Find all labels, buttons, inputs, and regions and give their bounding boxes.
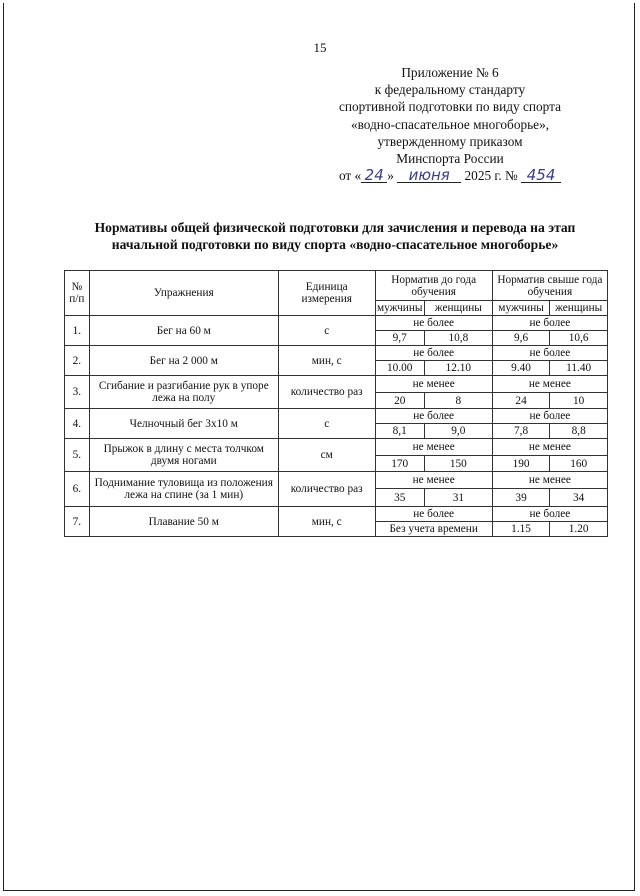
cell-num: 4. <box>65 409 90 439</box>
cell-men-first: 20 <box>375 393 424 409</box>
cell-women-over: 8,8 <box>550 424 608 439</box>
cell-exercise: Сгибание и разгибание рук в упоре лежа на полу <box>89 376 278 409</box>
date-quote-close: » <box>387 168 394 184</box>
cell-women-over: 160 <box>550 456 608 472</box>
cell-men-first: 8,1 <box>375 424 424 439</box>
cell-women-first: 10,8 <box>424 331 492 346</box>
cell-num: 3. <box>65 376 90 409</box>
cell-num: 6. <box>65 472 90 507</box>
header-women: женщины <box>424 301 492 316</box>
appendix-block <box>315 64 585 184</box>
table-row <box>65 439 608 456</box>
page-number: 15 <box>313 40 327 55</box>
cell-condition: не более <box>492 316 607 331</box>
cell-exercise: Бег на 60 м <box>89 316 278 346</box>
header-women: женщины <box>550 301 608 316</box>
cell-women-first: 8 <box>424 393 492 409</box>
cell-condition: не менее <box>492 439 607 456</box>
cell-num: 5. <box>65 439 90 472</box>
cell-unit: количество раз <box>278 472 375 507</box>
cell-women-over: 10 <box>550 393 608 409</box>
cell-women-over: 10,6 <box>550 331 608 346</box>
cell-condition: не более <box>375 409 492 424</box>
date-year: 2025 г. № <box>464 168 518 184</box>
cell-men-over: 24 <box>492 393 550 409</box>
cell-num: 7. <box>65 507 90 537</box>
header-exercise: Упражнения <box>89 271 278 316</box>
order-date-line <box>315 167 585 184</box>
cell-men-over: 1.15 <box>492 522 550 537</box>
cell-unit: количество раз <box>278 376 375 409</box>
cell-condition: не более <box>375 507 492 522</box>
cell-exercise: Челночный бег 3x10 м <box>89 409 278 439</box>
cell-num: 2. <box>65 346 90 376</box>
table-row-swim <box>65 507 608 522</box>
cell-men-first: 9,7 <box>375 331 424 346</box>
cell-men-over: 39 <box>492 489 550 507</box>
cell-unit: с <box>278 409 375 439</box>
cell-women-over: 34 <box>550 489 608 507</box>
cell-condition: не менее <box>492 376 607 393</box>
cell-men-first: 170 <box>375 456 424 472</box>
handwritten-day: 24 <box>361 168 387 183</box>
appendix-line: Минспорта России <box>396 151 504 167</box>
table-row <box>65 472 608 489</box>
cell-women-over: 1.20 <box>550 522 608 537</box>
appendix-line: спортивной подготовки по виду спорта <box>339 99 561 115</box>
appendix-line: утвержденному приказом <box>377 133 523 149</box>
cell-no-time: Без учета времени <box>375 522 492 537</box>
header-num: № п/п <box>65 271 90 316</box>
cell-unit: мин, с <box>278 346 375 376</box>
cell-condition: не менее <box>375 472 492 489</box>
cell-women-first: 9,0 <box>424 424 492 439</box>
cell-condition: не менее <box>492 472 607 489</box>
cell-unit: мин, с <box>278 507 375 537</box>
header-men: мужчины <box>492 301 550 316</box>
header-norm-over-year: Норматив свыше года обучения <box>492 271 607 301</box>
date-prefix: от « <box>338 168 362 184</box>
cell-num: 1. <box>65 316 90 346</box>
cell-condition: не более <box>492 409 607 424</box>
cell-condition: не более <box>492 507 607 522</box>
table-row <box>65 346 608 361</box>
cell-condition: не более <box>375 316 492 331</box>
cell-men-over: 190 <box>492 456 550 472</box>
cell-women-over: 11.40 <box>550 361 608 376</box>
header-unit: Единица измерения <box>278 271 375 316</box>
cell-condition: не менее <box>375 439 492 456</box>
handwritten-month: июня <box>397 168 461 183</box>
cell-unit: с <box>278 316 375 346</box>
table-row <box>65 409 608 424</box>
handwritten-order-number: 454 <box>521 168 561 183</box>
cell-condition: не более <box>492 346 607 361</box>
cell-condition: не менее <box>375 376 492 393</box>
table-body <box>65 316 608 507</box>
cell-unit: см <box>278 439 375 472</box>
cell-condition: не более <box>375 346 492 361</box>
cell-exercise: Прыжок в длину с места толчком двумя ногами <box>89 439 278 472</box>
cell-exercise: Плавание 50 м <box>89 507 278 537</box>
table-row <box>65 376 608 393</box>
header-men: мужчины <box>376 302 423 314</box>
cell-women-first: 150 <box>424 456 492 472</box>
cell-women-first: 12.10 <box>424 361 492 376</box>
cell-men-over: 7,8 <box>492 424 550 439</box>
cell-men-first: 10.00 <box>375 361 424 376</box>
appendix-line: к федеральному стандарту <box>374 82 526 98</box>
table-row <box>65 316 608 331</box>
norms-table <box>64 270 608 537</box>
cell-men-first: 35 <box>375 489 424 507</box>
cell-men-over: 9.40 <box>492 361 550 376</box>
cell-women-first: 31 <box>424 489 492 507</box>
appendix-line: «водно-спасательное многоборье», <box>350 116 550 132</box>
cell-exercise: Бег на 2 000 м <box>89 346 278 376</box>
document-title: Нормативы общей физической подготовки для зачисления и перевода на этап начальной подготовки по виду спорта «водно-спасательное многоборье» <box>94 220 576 252</box>
appendix-line: Приложение № 6 <box>401 65 499 80</box>
header-norm-first-year: Норматив до года обучения <box>375 271 492 301</box>
cell-exercise: Поднимание туловища из положения лежа на спине (за 1 мин) <box>89 472 278 507</box>
cell-men-over: 9,6 <box>492 331 550 346</box>
